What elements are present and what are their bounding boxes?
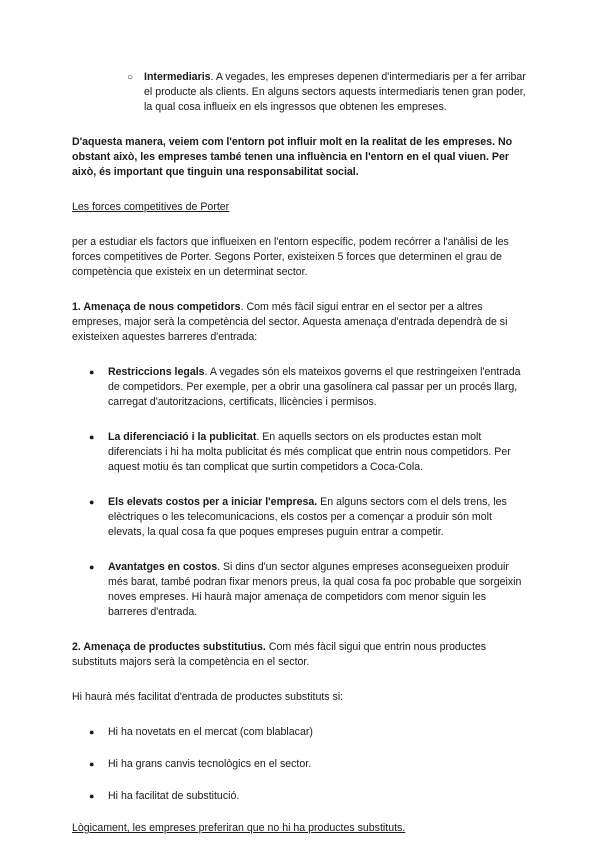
hollow-circle-bullet-icon: ○ xyxy=(127,72,134,83)
section-heading-porter: Les forces competitives de Porter xyxy=(72,201,230,213)
substitute-item xyxy=(72,757,528,772)
barrier-item xyxy=(72,365,528,410)
sub-bullet-intermediaris xyxy=(72,70,528,115)
substitutes-intro: Hi haurà més facilitat d'entrada de productes substituts si: xyxy=(72,691,344,703)
force-1-title: 1. Amenaça de nous competidors xyxy=(72,301,241,313)
bullet-icon: ● xyxy=(89,791,95,801)
closing-sentence: Lògicament, les empreses preferiran que no hi ha productes substituts. xyxy=(72,822,406,834)
bullet-icon: ● xyxy=(89,727,95,737)
bullet-icon: ● xyxy=(89,562,95,572)
force-1-paragraph xyxy=(72,300,528,345)
barrier-term: Els elevats costos per a iniciar l'empresa. xyxy=(108,496,318,508)
force-2-text: Com més fàcil sigui que entrin nous productes substituts majors serà la competència en el sector. xyxy=(72,641,487,668)
barrier-item xyxy=(72,430,528,475)
substitute-text: Hi ha facilitat de substitució. xyxy=(108,790,240,802)
barrier-text: . A vegades són els mateixos governs el que restringeixen l'entrada de competidors. Per exemple, per a obrir una gasolinera cal passar per un procés llarg, carregat d'autoritzacions, certificats, llicències i permisos. xyxy=(108,366,521,408)
force-2-paragraph xyxy=(72,640,528,670)
term-intermediaris: Intermediaris xyxy=(144,71,211,83)
barrier-item xyxy=(72,495,528,540)
barrier-text: . En aquells sectors on els productes estan molt diferenciats i hi ha molta publicitat és més complicat que entrin nous competidors. Per aquest motiu és tan complicat que surtin competidors a Coca-Cola. xyxy=(108,431,511,473)
conclusion-paragraph: D'aquesta manera, veiem com l'entorn pot influir molt en la realitat de les empreses. No obstant això, les empreses també tenen una influència en l'entorn en el qual viuen. Per això, és important que tinguin una responsabilitat social. xyxy=(72,136,513,178)
substitute-text: Hi ha grans canvis tecnològics en el sector. xyxy=(108,758,312,770)
barrier-term: Avantatges en costos xyxy=(108,561,218,573)
barrier-text: En alguns sectors com el dels trens, les elèctriques o les telecomunicacions, els costos per a començar a produir són molt elevats, la qual cosa fa que poques empreses puguin entrar a competir. xyxy=(108,496,507,538)
force-1-text: . Com més fàcil sigui entrar en el sector per a altres empreses, major serà la competència del sector. Aquesta amenaça d'entrada dependrà de si existeixen aquestes barreres d'entrada: xyxy=(72,301,508,343)
intro-paragraph: per a estudiar els factors que influeixen en l'entorn específic, podem recórrer a l'anàlisi de les forces competitives de Porter. Segons Porter, existeixen 5 forces que determinen el grau de competència que existeix en un determinat sector. xyxy=(72,236,509,278)
substitute-item xyxy=(72,725,528,740)
barrier-term: Restriccions legals xyxy=(108,366,205,378)
bullet-icon: ● xyxy=(89,432,95,442)
sub-bullet-text: . A vegades, les empreses depenen d'intermediaris per a fer arribar el producte als clients. En alguns sectors aquests intermediaris tenen gran poder, la qual cosa influeix en els ingressos que obtenen les empreses. xyxy=(144,71,526,113)
force-2-title: 2. Amenaça de productes substitutius. xyxy=(72,641,266,653)
bullet-icon: ● xyxy=(89,759,95,769)
substitute-item xyxy=(72,789,528,804)
bullet-icon: ● xyxy=(89,497,95,507)
document-page xyxy=(72,70,528,836)
barrier-item xyxy=(72,560,528,620)
bullet-icon: ● xyxy=(89,367,95,377)
substitute-text: Hi ha novetats en el mercat (com blablacar) xyxy=(108,726,313,738)
barrier-term: La diferenciació i la publicitat xyxy=(108,431,257,443)
barrier-text: . Si dins d'un sector algunes empreses aconsegueixen produir més barat, també podran fixar menors preus, la qual cosa fa poc probable que sorgeixin noves empreses. Hi haurà major amenaça de competidors com menor siguin les barreres d'entrada. xyxy=(108,561,522,618)
